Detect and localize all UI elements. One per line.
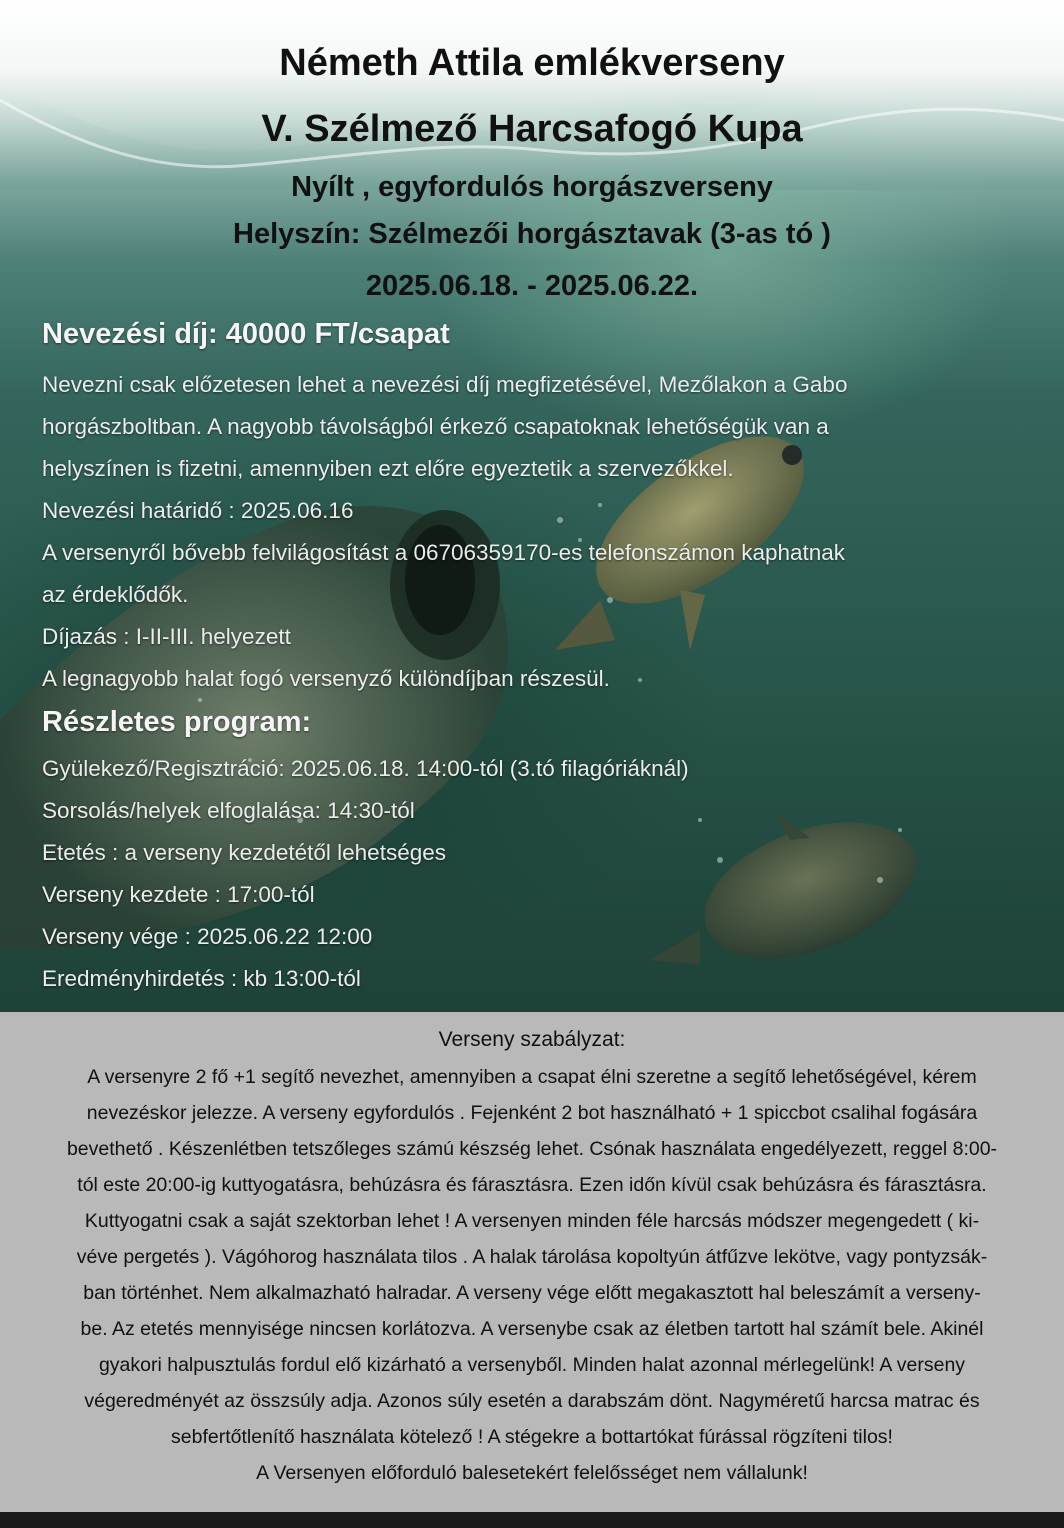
entry-fee-heading: Nevezési díj: 40000 FT/csapat xyxy=(42,318,450,350)
program-line: Gyülekező/Regisztráció: 2025.06.18. 14:00-tól (3.tó filagóriáknál) xyxy=(42,756,689,781)
entry-line: az érdeklődők. xyxy=(42,582,189,607)
rules-line: nevezéskor jelezze. A verseny egyfordulós . Fejenként 2 bot használható + 1 spiccbot csalihal fogására xyxy=(86,1102,978,1124)
entry-section xyxy=(42,318,1042,351)
rules-line: be. Az etetés mennyisége nincsen korlátozva. A versenybe csak az életben tartott hal számít bele. Akinél xyxy=(80,1318,984,1340)
program-line: Etetés : a verseny kezdetétől lehetséges xyxy=(42,840,446,865)
rules-line: Kuttyogatni csak a saját szektorban lehet ! A versenyen minden féle harcsás módszer megengedett ( ki- xyxy=(84,1210,980,1232)
entry-line: Díjazás : I-II-III. helyezett xyxy=(42,624,291,649)
program-line: Verseny kezdete : 17:00-tól xyxy=(42,882,315,907)
title-line-2: V. Szélmező Harcsafogó Kupa xyxy=(261,108,803,150)
entry-details xyxy=(42,364,1042,700)
rules-line: sebfertőtlenítő használata kötelező ! A stégekre a bottartókat fúrással rögzíteni tilos! xyxy=(171,1426,893,1448)
rules-line: gyakori halpusztulás fordul elő kizárható a versenyből. Minden halat azonnal mérlegelünk! A verseny xyxy=(98,1354,966,1376)
rules-section xyxy=(0,1012,1064,1512)
rules-line: bevethető . Készenlétben tetszőleges számú készség lehet. Csónak használata engedélyezett, reggel 8:00- xyxy=(66,1138,998,1160)
rules-line: véve pergetés ). Vágóhorog használata tilos . A halak tárolása kopoltyún átfűzve lekötve, vagy pontyzsák- xyxy=(76,1246,988,1268)
title-line-1: Németh Attila emlékverseny xyxy=(279,42,785,84)
entry-line: helyszínen is fizetni, amennyiben ezt előre egyeztetik a szervezőkkel. xyxy=(42,456,734,481)
entry-line: horgászboltban. A nagyobb távolságból érkező csapatoknak lehetőségük van a xyxy=(42,414,829,439)
rules-line: tól este 20:00-ig kuttyogatásra, behúzásra és fárasztásra. Ezen időn kívül csak behúzásra és fárasztásra. xyxy=(77,1174,987,1196)
bottom-strip xyxy=(0,1512,1064,1528)
program-line: Verseny vége : 2025.06.22 12:00 xyxy=(42,924,373,949)
rules-line: A versenyre 2 fő +1 segítő nevezhet, amennyiben a csapat élni szeretne a segítő lehetőségével, kérem xyxy=(87,1066,977,1088)
entry-line: Nevezni csak előzetesen lehet a nevezési díj megfizetésével, Mezőlakon a Gabo xyxy=(42,372,848,397)
rules-line: ban történhet. Nem alkalmazható halradar. A verseny vége előtt megakasztott hal beleszámít a verseny- xyxy=(83,1282,981,1304)
rules-line: A Versenyen előforduló balesetekért felelősséget nem vállalunk! xyxy=(256,1462,808,1484)
program-section xyxy=(42,706,1042,739)
rules-line: végeredményét az összsúly adja. Azonos súly esetén a darabszám dönt. Nagyméretű harcsa matrac és xyxy=(84,1390,980,1412)
program-heading: Részletes program: xyxy=(42,706,312,738)
program-line: Eredményhirdetés : kb 13:00-tól xyxy=(42,966,361,991)
date-range-line: 2025.06.18. - 2025.06.22. xyxy=(365,270,699,302)
location-line: Helyszín: Szélmezői horgásztavak (3-as tó ) xyxy=(233,218,831,250)
rules-title: Verseny szabályzat: xyxy=(438,1028,626,1051)
entry-line: Nevezési határidő : 2025.06.16 xyxy=(42,498,354,523)
program-details xyxy=(42,748,1042,1000)
entry-line: A versenyről bővebb felvilágosítást a 06706359170-es telefonszámon kaphatnak xyxy=(42,540,846,565)
entry-line: A legnagyobb halat fogó versenyző különdíjban részesül. xyxy=(42,666,610,691)
subtitle-line-1: Nyílt , egyfordulós horgászverseny xyxy=(291,171,773,203)
program-line: Sorsolás/helyek elfoglalása: 14:30-tól xyxy=(42,798,415,823)
